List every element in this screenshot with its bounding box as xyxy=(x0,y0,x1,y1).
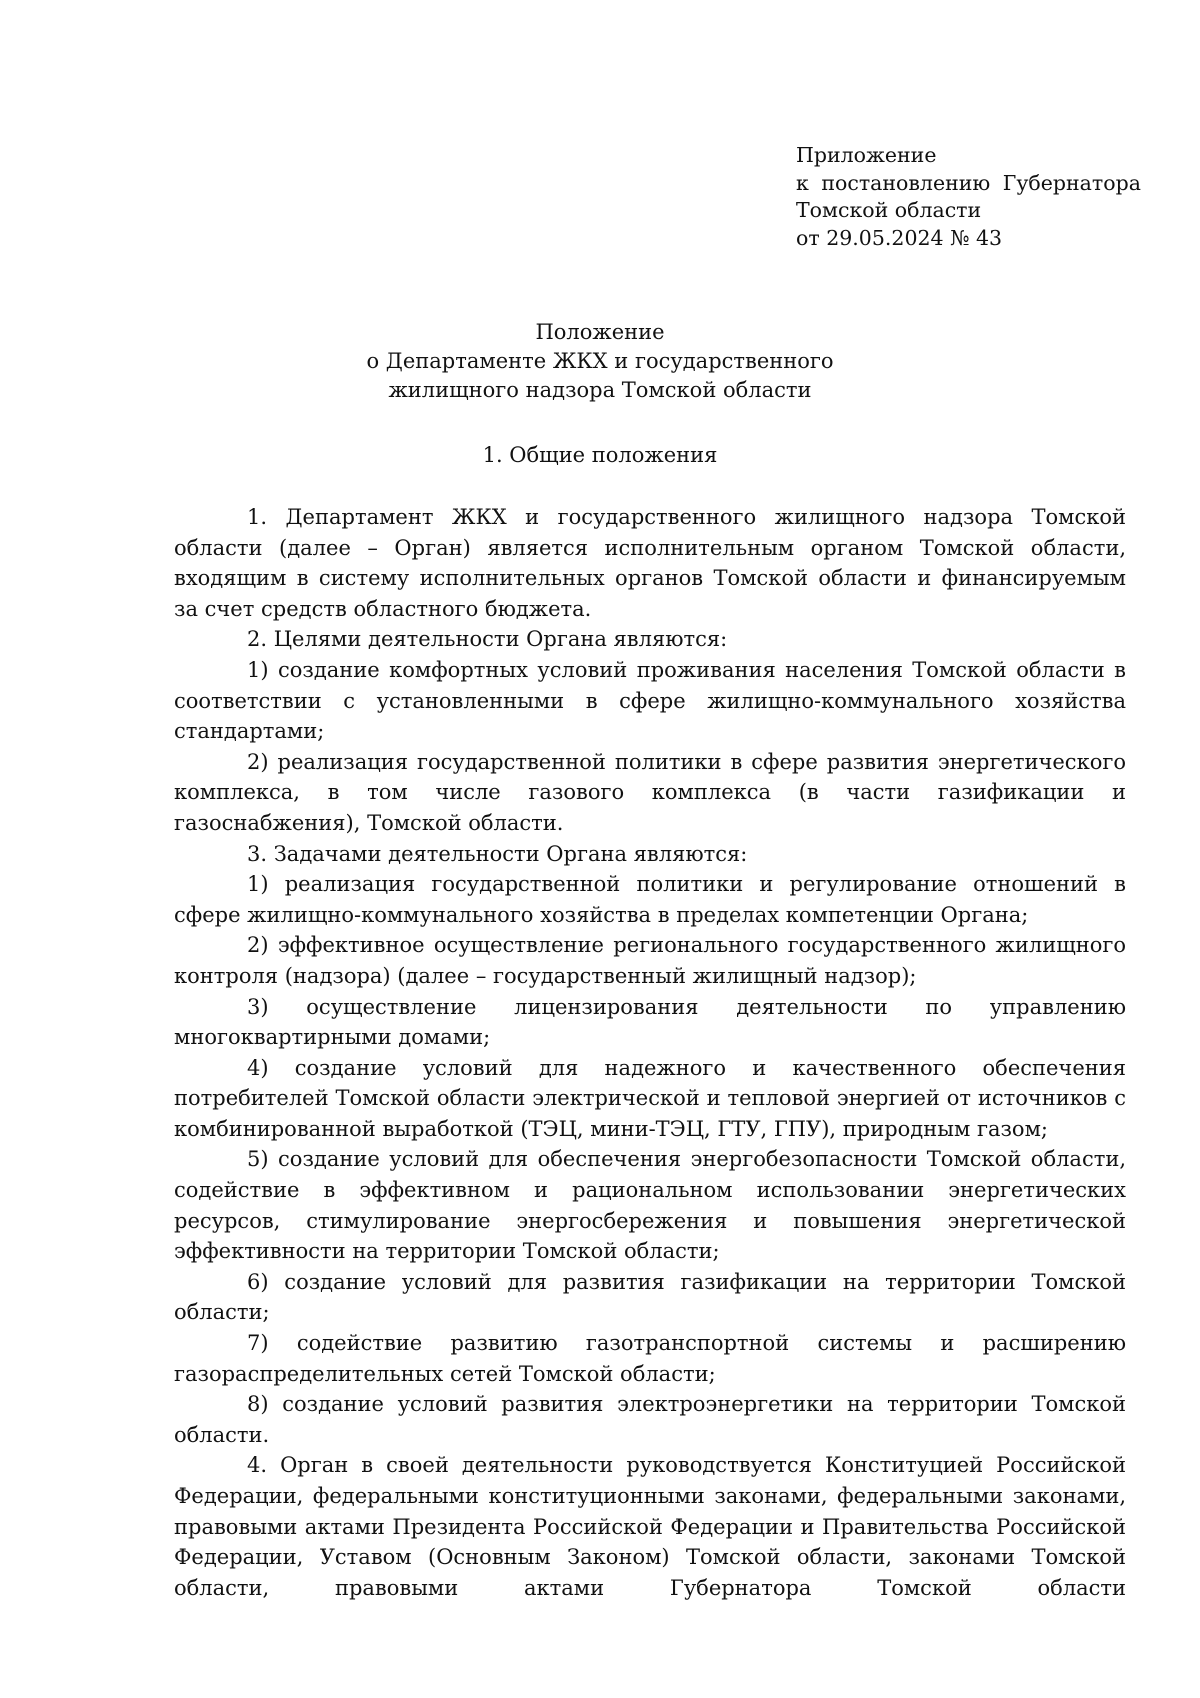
paragraph: 1) создание комфортных условий проживания населения Томской области в соответствии с установленными в сфере жилищно-коммунального хозяйства стандартами; xyxy=(174,657,1126,744)
appendix-decree-ref: к постановлению Губернатора xyxy=(796,170,1141,195)
appendix-label: Приложение xyxy=(796,143,937,167)
title-line-2: о Департаменте ЖКХ и государственного xyxy=(366,349,834,373)
title-line-1: Положение xyxy=(535,320,665,344)
paragraph: 1. Департамент ЖКХ и государственного жилищного надзора Томской области (далее – Орган) является исполнительным органом Томской области, входящим в систему исполнительных органов Томской области и финансируемым за счет средств областного бюджета. xyxy=(174,505,1126,621)
paragraph: 2) эффективное осуществление регионального государственного жилищного контроля (надзора) (далее – государственный жилищный надзор); xyxy=(174,933,1126,988)
appendix-region: Томской области xyxy=(796,198,982,222)
paragraph: 2. Целями деятельности Органа являются: xyxy=(247,627,728,652)
paragraph: 3) осуществление лицензирования деятельности по управлению многоквартирными домами; xyxy=(174,994,1126,1050)
appendix-reference xyxy=(796,142,1141,252)
section-heading: 1. Общие положения xyxy=(482,443,718,467)
paragraph: 4. Орган в своей деятельности руководствуется Конституцией Российской Федерации, федеральными конституционными законами, федеральными законами, правовыми актами Президента Российской Федерации и Правительства Российской Федерации, Уставом (Основным Законом) Томской области, законами Томской области, правовыми актами Губернатора Томской области xyxy=(174,1453,1126,1600)
paragraph: 2) реализация государственной политики в сфере развития энергетического комплекса, в том числе газового комплекса (в части газификации и газоснабжения), Томской области. xyxy=(174,749,1126,835)
appendix-date-number: от 29.05.2024 № 43 xyxy=(796,225,1003,250)
paragraph: 6) создание условий для развития газификации на территории Томской области; xyxy=(174,1269,1126,1325)
paragraph: 3. Задачами деятельности Органа являются: xyxy=(247,841,748,866)
document-body xyxy=(174,502,1126,1603)
paragraph: 8) создание условий развития электроэнергетики на территории Томской области. xyxy=(174,1392,1126,1447)
paragraph: 7) содействие развитию газотранспортной системы и расширению газораспределительных сетей Томской области; xyxy=(174,1331,1126,1386)
paragraph: 1) реализация государственной политики и регулирование отношений в сфере жилищно-коммунального хозяйства в пределах компетенции Органа; xyxy=(174,872,1126,927)
document-title xyxy=(0,318,1200,405)
paragraph: 5) создание условий для обеспечения энергобезопасности Томской области, содействие в эффективном и рациональном использовании энергетических ресурсов, стимулирование энергосбережения и повышения энергетической эффективности на территории Томской области; xyxy=(174,1147,1126,1264)
paragraph: 4) создание условий для надежного и качественного обеспечения потребителей Томской области электрической и тепловой энергией от источников с комбинированной выработкой (ТЭЦ, мини-ТЭЦ, ГТУ, ГПУ), природным газом; xyxy=(174,1055,1126,1141)
title-line-3: жилищного надзора Томской области xyxy=(388,378,812,402)
